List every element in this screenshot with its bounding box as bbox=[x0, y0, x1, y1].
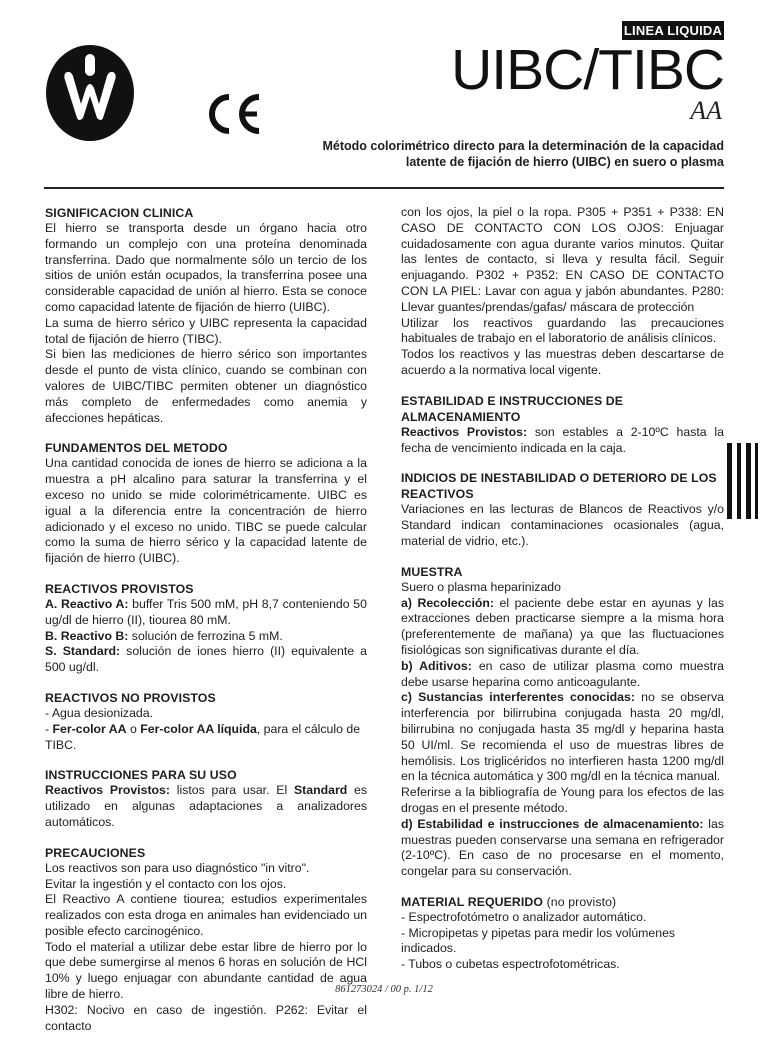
text: es utilizado en algunas adaptaciones a analizadores automáticos. bbox=[45, 783, 367, 829]
paragraph bbox=[401, 690, 724, 785]
paragraph: La suma de hierro sérico y UIBC representa la capacidad total de fijación de hierro (TIBC). bbox=[45, 315, 367, 346]
left-column bbox=[45, 205, 367, 1048]
right-column bbox=[401, 205, 724, 987]
section-heading bbox=[401, 894, 724, 910]
product-name: Fer-color AA líquida bbox=[140, 721, 257, 736]
text: listos para usar. El bbox=[169, 783, 294, 798]
side-barcode-marks bbox=[727, 443, 759, 519]
section-sample bbox=[401, 564, 724, 880]
ce-mark-icon bbox=[204, 92, 264, 136]
section-required-material bbox=[401, 894, 724, 973]
paragraph: Referirse a la bibliografía de Young para los efectos de las drogas en el presente método. bbox=[401, 785, 724, 815]
section-heading: REACTIVOS PROVISTOS bbox=[45, 581, 194, 596]
text: no se observa interferencia por bilirrubina conjugada hasta 20 mg/dl, bilirrubina no conjugada hasta 35 mg/dl y heparina hasta 50 UI/ml. Se recomienda el uso de muestras libres de hemólisis. Los triglicéridos no interfieren hasta 1200 mg/dl en la técnica automática y 300 mg/dl en la técnica manual. bbox=[401, 690, 724, 784]
section-heading: INSTRUCCIONES PARA SU USO bbox=[45, 768, 237, 783]
paragraph: H302: Nocivo en caso de ingestión. P262: Evitar el contacto bbox=[45, 1002, 367, 1033]
section-heading: ESTABILIDAD E INSTRUCCIONES DE bbox=[401, 393, 624, 408]
paragraph: Variaciones en las lecturas de Blancos de Reactivos y/o Standard indican contaminaciones ocasionales (agua, material de vidrio, etc.). bbox=[401, 502, 724, 548]
reagent-b-text: solución de ferrozina 5 mM. bbox=[128, 628, 283, 643]
paragraph bbox=[401, 425, 724, 457]
section-precautions-continued bbox=[401, 205, 724, 379]
paragraph bbox=[401, 817, 724, 880]
bold-label: a) Recolección: bbox=[401, 595, 494, 610]
section-reagents-not-provided bbox=[45, 690, 367, 753]
reagent-a-text: buffer Tris 500 mM, pH 8,7 conteniendo 50 ug/dl de hierro (II), tiourea 80 mM. bbox=[45, 596, 367, 627]
section-heading: ALMACENAMIENTO bbox=[401, 409, 521, 424]
paragraph: Utilizar los reactivos guardando las precauciones habituales de trabajo en el laboratorio de análisis clínicos. bbox=[401, 315, 724, 346]
bold-label: b) Aditivos: bbox=[401, 658, 472, 673]
paragraph: Los reactivos son para uso diagnóstico "in vitro". bbox=[45, 860, 310, 875]
paragraph: Todos los reactivos y las muestras deben descartarse de acuerdo a la normativa local vigente. bbox=[401, 347, 724, 377]
bold-label: Reactivos Provistos: bbox=[45, 783, 170, 798]
text: el paciente debe estar en ayunas y las extracciones deben practicarse siempre a la misma hora (preferentemente de mañana) ya que las fluctuaciones fisiológicas son significativas durante el día. bbox=[401, 595, 724, 657]
reagent-b bbox=[45, 629, 367, 645]
method-description bbox=[284, 138, 724, 170]
paragraph: con los ojos, la piel o la ropa. P305 + P351 + P338: EN CASO DE CONTACTO CON LOS OJOS: Enjuagar cuidadosamente con agua durante varios minutos. Quitar las lentes de contacto, si lleva y resulta fácil. Seguir enjuagando. P302 + P352: EN CASO DE CONTACTO CON LA PIEL: Lavar con agua y jabón abundantes. P280: Llevar guantes/prendas/gafas/ máscara de protección bbox=[401, 205, 724, 314]
method-description-line-1: Método colorimétrico directo para la determinación de la capacidad bbox=[322, 139, 724, 153]
reagent-a-label: A. Reactivo A: bbox=[45, 596, 129, 611]
heading-suffix: (no provisto) bbox=[543, 894, 617, 909]
reagent-standard-label: S. Standard: bbox=[45, 644, 121, 659]
paragraph: Evitar la ingestión y el contacto con los ojos. bbox=[45, 876, 287, 891]
product-title: UIBC/TIBC bbox=[451, 38, 724, 102]
list-item: - Espectrofotómetro o analizador automático. bbox=[401, 909, 647, 924]
list-text: , para el cálculo de TIBC. bbox=[45, 721, 361, 752]
heading-text: MATERIAL REQUERIDO bbox=[401, 894, 544, 909]
paragraph bbox=[45, 783, 367, 830]
list-item: - Agua desionizada. bbox=[45, 705, 154, 720]
section-heading: FUNDAMENTOS DEL METODO bbox=[45, 441, 228, 456]
paragraph: Una cantidad conocida de iones de hierro se adiciona a la muestra a pH alcalino para saturar la transferrina y el exceso no unido se mide colorimétricamente. UIBC es igual a la diferencia entre la concentración de hierro adicionado y el exceso no unido. TIBC se puede calcular como la suma de hierro sérico y la capacidad latente de fijación de hierro (UIBC). bbox=[45, 456, 367, 566]
paragraph: Todo el material a utilizar debe estar libre de hierro por lo que debe sumergirse al menos 6 horas en solución de HCl 10% y luego enjuagar con abundante cantidad de agua libre de hierro. bbox=[45, 939, 367, 1002]
section-heading: INDICIOS DE INESTABILIDAD O DETERIORO DE LOS bbox=[401, 471, 717, 486]
reagent-b-label: B. Reactivo B: bbox=[45, 628, 129, 643]
bold-label: Reactivos Provistos: bbox=[401, 424, 528, 439]
bold-label: c) Sustancias interferentes conocidas: bbox=[401, 690, 635, 705]
paragraph: El Reactivo A contiene tiourea; estudios experimentales realizados con esta droga en animales han evidenciado un posible efecto carcinogénico. bbox=[45, 892, 367, 938]
section-heading: PRECAUCIONES bbox=[45, 845, 146, 860]
section-heading: REACTIVOS NO PROVISTOS bbox=[45, 690, 216, 705]
list-item: - Tubos o cubetas espectrofotométricas. bbox=[401, 957, 620, 972]
section-stability-storage bbox=[401, 393, 724, 457]
list-dash: - bbox=[45, 721, 53, 736]
text: en caso de utilizar plasma como muestra debe usarse heparina como anticoagulante. bbox=[401, 658, 724, 689]
text: las muestras pueden conservarse una semana en refrigerador (2-10ºC). En caso de no procesarse en el momento, congelar para su conservación. bbox=[401, 816, 724, 879]
reagent-a bbox=[45, 597, 367, 629]
header-divider bbox=[44, 187, 724, 189]
section-heading: MUESTRA bbox=[401, 564, 463, 579]
section-reagents-provided bbox=[45, 581, 367, 676]
paragraph: El hierro se transporta desde un órgano hacia otro formando un complejo con una proteína denominada transferrina. Dado que normalmente sólo un tercio de los sitios de unión están ocupados, la transferrina posee una considerable capacidad de unión al hierro. Esta se conoce como capacidad latente de fijación de hierro (UIBC). bbox=[45, 221, 367, 314]
page-footer: 861273024 / 00 p. 1/12 bbox=[335, 984, 433, 995]
section-usage-instructions bbox=[45, 767, 367, 830]
list-item bbox=[45, 722, 367, 754]
paragraph: Si bien las mediciones de hierro sérico son importantes desde el punto de vista clínico, cuando se combinan con valores de UIBC/TIBC permiten obtener un diagnóstico más completo de enfermedades como anemia y afecciones hepáticas. bbox=[45, 347, 367, 425]
paragraph bbox=[401, 659, 724, 691]
method-description-line-2: latente de fijación de hierro (UIBC) en suero o plasma bbox=[405, 155, 724, 169]
paragraph: Suero o plasma heparinizado bbox=[401, 579, 561, 594]
product-line-badge: LINEA LIQUIDA bbox=[623, 23, 723, 38]
text: son estables a 2-10ºC hasta la fecha de vencimiento indicada en la caja. bbox=[401, 424, 724, 455]
paragraph bbox=[401, 596, 724, 659]
reagent-standard-text: solución de iones hierro (II) equivalente a 500 ug/dl. bbox=[45, 644, 367, 675]
list-item: - Micropipetas y pipetas para medir los volúmenes indicados. bbox=[401, 925, 676, 956]
section-clinical-significance bbox=[45, 205, 367, 426]
section-heading: REACTIVOS bbox=[401, 487, 474, 502]
bold-label: d) Estabilidad e instrucciones de almacenamiento: bbox=[401, 816, 704, 831]
product-name: Fer-color AA bbox=[52, 721, 127, 736]
section-precautions bbox=[45, 845, 367, 1035]
bold-label: Standard bbox=[293, 783, 348, 798]
section-method-fundamentals bbox=[45, 440, 367, 567]
product-subtitle: AA bbox=[690, 96, 722, 125]
section-instability-signs bbox=[401, 470, 724, 549]
connector-text: o bbox=[126, 721, 141, 736]
section-heading: SIGNIFICACION CLINICA bbox=[45, 206, 194, 220]
reagent-standard bbox=[45, 644, 367, 676]
brand-logo bbox=[45, 44, 135, 142]
